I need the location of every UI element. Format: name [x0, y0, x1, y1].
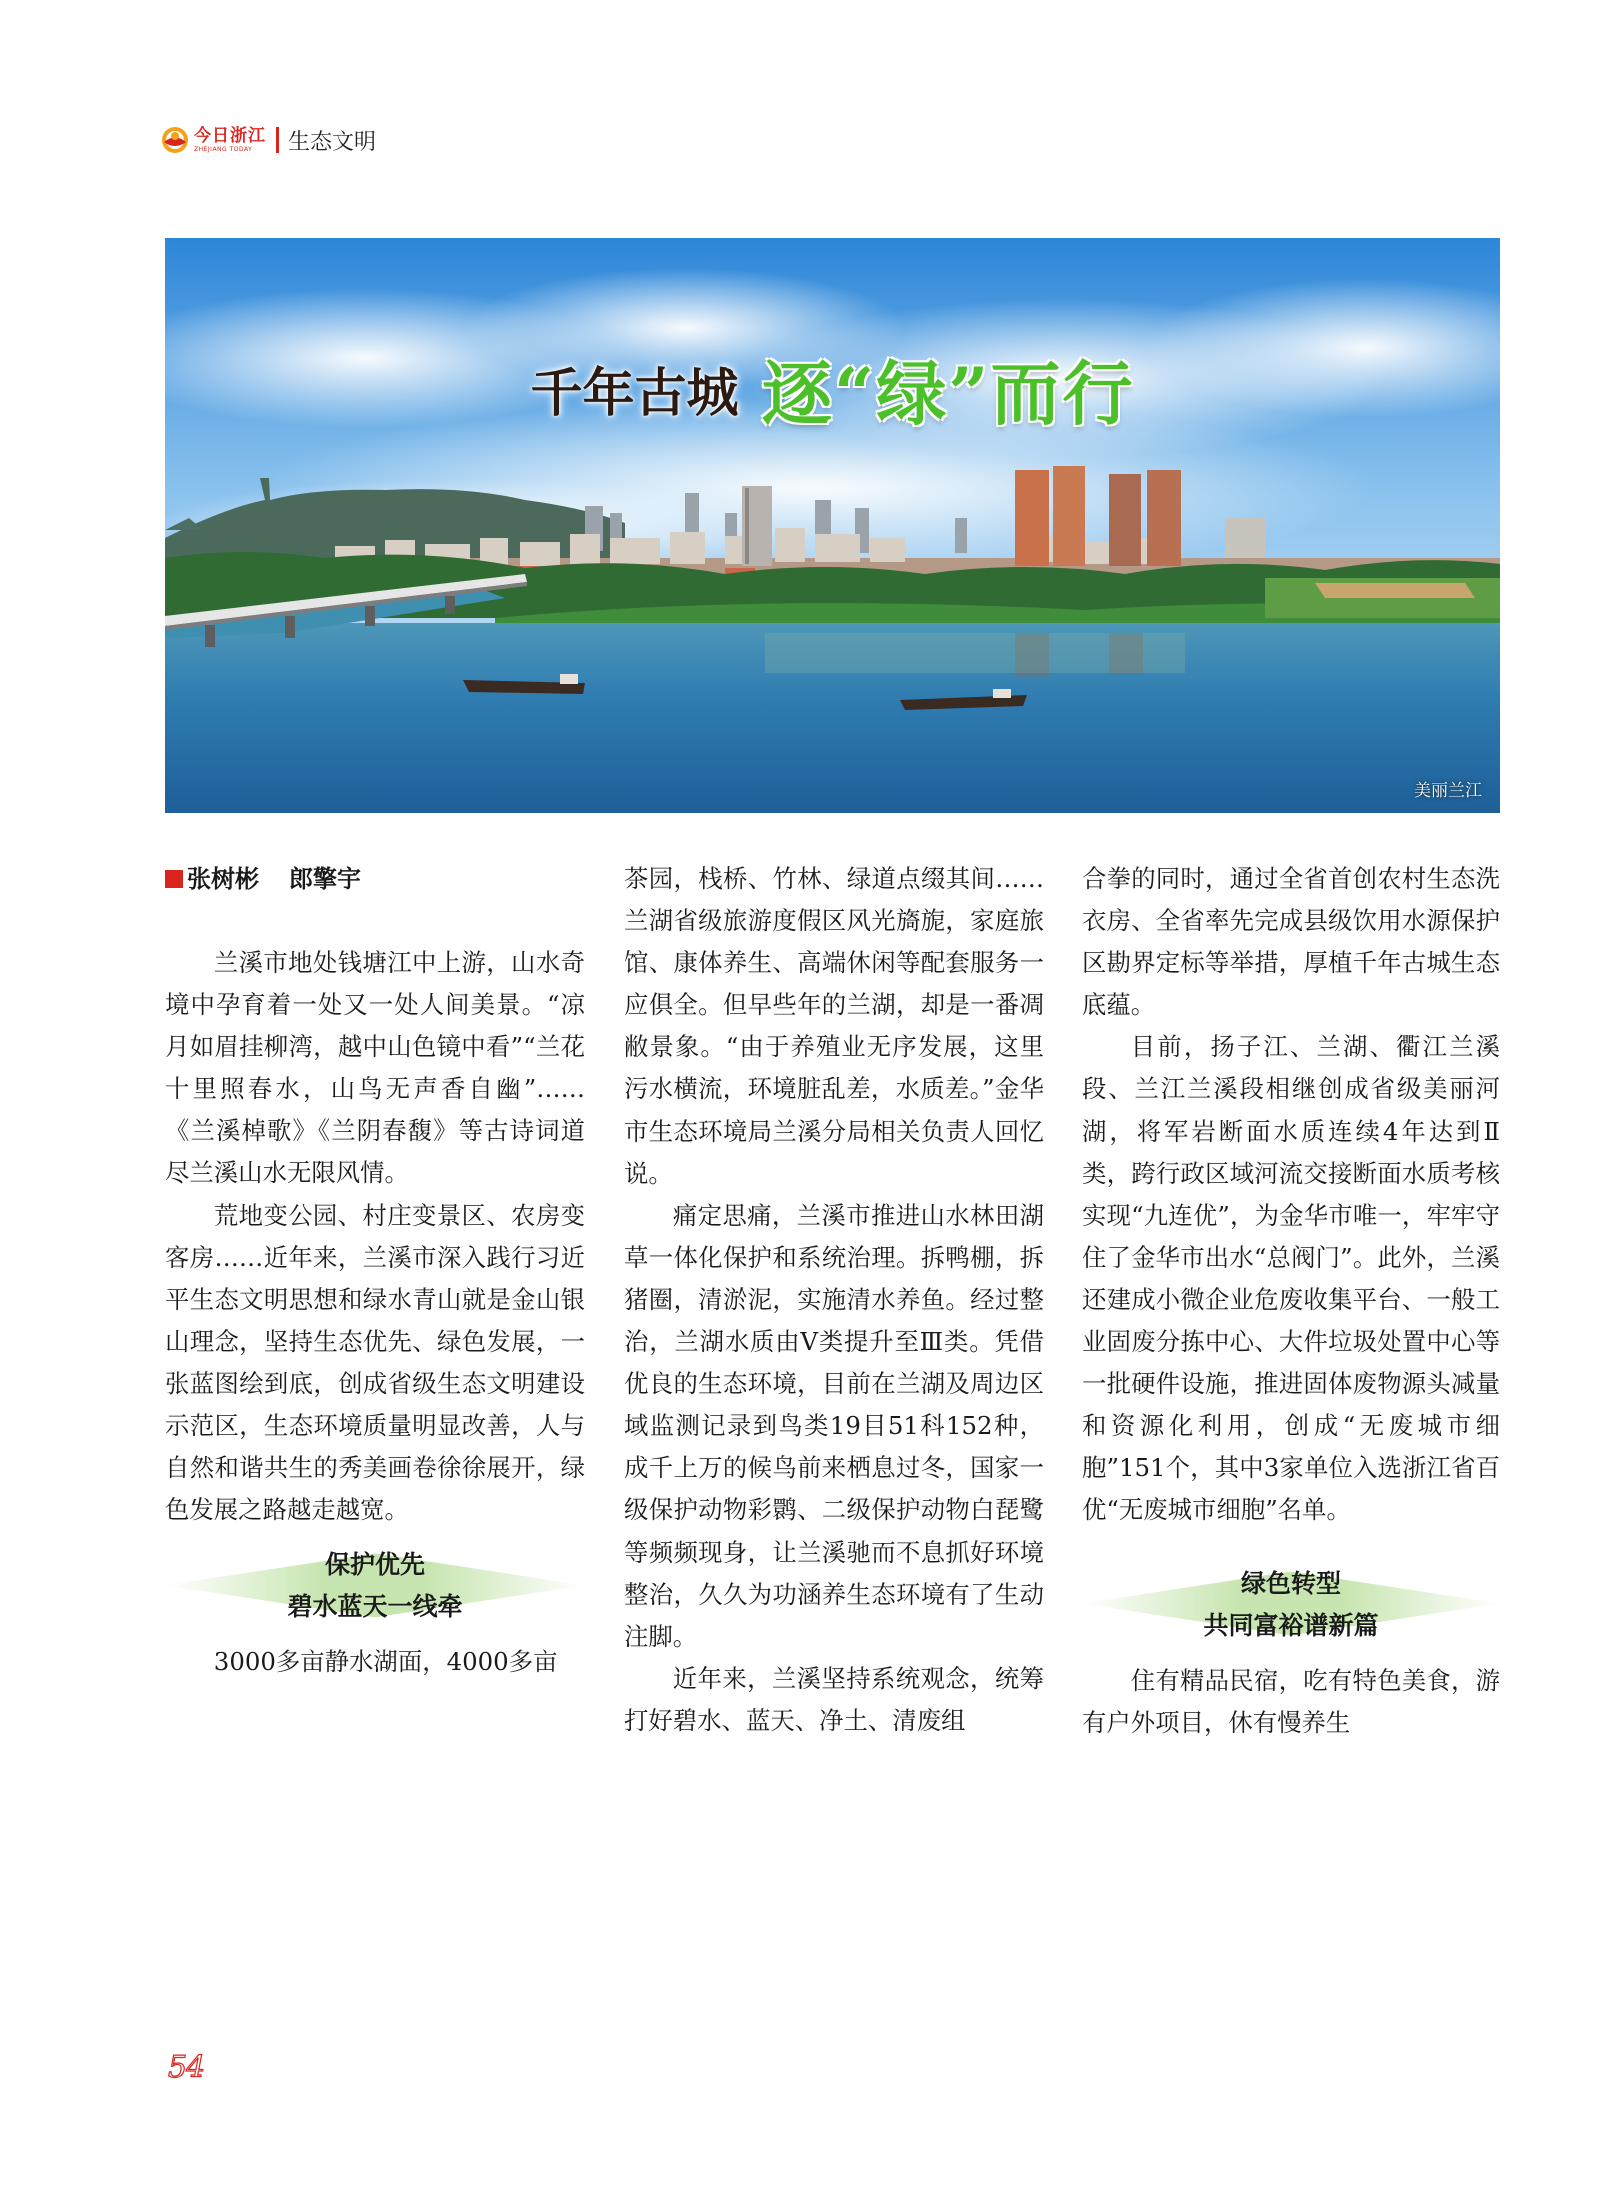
paragraph: 住有精品民宿，吃有特色美食，游有户外项目，休有慢养生	[1082, 1665, 1500, 1737]
masthead-divider	[276, 127, 279, 153]
section-name: 生态文明	[288, 129, 377, 155]
article-column-3	[1082, 858, 1500, 1744]
paragraph: 茶园，栈桥、竹林、绿道点缀其间……兰湖省级旅游度假区风光旖旎，家庭旅馆、康体养生、高端休闲等配套服务一应俱全。但早些年的兰湖，却是一番凋敝景象。“由于养殖业无序发展，这里污水横流，环境脏乱差，水质差。”金华市生态环境局兰溪分局相关负责人回忆说。	[624, 864, 1044, 1188]
subhead-line-1: 绿色转型	[1240, 1568, 1341, 1598]
article-column-1	[165, 858, 585, 1683]
sun-logo-icon	[160, 125, 190, 155]
subhead-protection	[165, 1531, 585, 1641]
headline	[165, 338, 1500, 439]
paragraph: 近年来，兰溪坚持系统观念，统筹打好碧水、蓝天、净土、清废组	[624, 1663, 1044, 1735]
article-column-2	[624, 858, 1044, 1742]
masthead-logo-text	[194, 125, 266, 153]
page-number: 54	[168, 2050, 205, 2085]
headline-part1: 千年古城	[530, 363, 739, 424]
paragraph: 兰溪市地处钱塘江中上游，山水奇境中孕育着一处又一处人间美景。“凉月如眉挂柳湾，越中山色镜中看”“兰花十里照春水，山鸟无声香自幽”……《兰溪棹歌》《兰阴春馥》等古诗词道尽兰溪山水无限风情。	[165, 948, 585, 1188]
byline	[165, 858, 585, 900]
subhead-line-1: 保护优先	[324, 1550, 425, 1580]
byline-marker	[165, 870, 183, 888]
paragraph: 3000多亩静水湖面，4000多亩	[213, 1647, 558, 1677]
subhead-green-transition	[1082, 1550, 1500, 1660]
paragraph: 荒地变公园、村庄变景区、农房变客房……近年来，兰溪市深入践行习近平生态文明思想和绿水青山就是金山银山理念，坚持生态优先、绿色发展，一张蓝图绘到底，创成省级生态文明建设示范区，生态环境质量明显改善，人与自然和谐共生的秀美画卷徐徐展开，绿色发展之路越走越宽。	[165, 1200, 585, 1525]
subhead-line-2: 碧水蓝天一线牵	[287, 1592, 463, 1622]
river-city-illustration	[165, 238, 1500, 813]
hero-photo	[165, 238, 1500, 813]
masthead	[160, 120, 376, 160]
paragraph: 合拳的同时，通过全省首创农村生态洗衣房、全省率先完成县级饮用水源保护区勘界定标等举措，厚植千年古城生态底蕴。	[1082, 864, 1500, 1020]
logo-english: ZHEJIANG TODAY	[194, 145, 253, 153]
logo-chinese: 今日浙江	[194, 125, 266, 146]
headline-part2: 逐“绿”而行	[762, 352, 1135, 435]
photo-caption: 美丽兰江	[1414, 781, 1482, 801]
author-1: 张树彬	[187, 864, 259, 893]
paragraph: 目前，扬子江、兰湖、衢江兰溪段、兰江兰溪段相继创成省级美丽河湖，将军岩断面水质连续4年达到Ⅱ类，跨行政区域河流交接断面水质考核实现“九连优”，为金华市唯一，牢牢守住了金华市出水“总阀门”。此外，兰溪还建成小微企业危废收集平台、一般工业固废分拣中心、大件垃圾处置中心等一批硬件设施，推进固体废物源头减量和资源化利用，创成“无废城市细胞”151个，其中3家单位入选浙江省百优“无废城市细胞”名单。	[1082, 1032, 1500, 1525]
author-2: 郎擎宇	[289, 864, 361, 893]
subhead-line-2: 共同富裕谱新篇	[1203, 1610, 1379, 1640]
paragraph: 痛定思痛，兰溪市推进山水林田湖草一体化保护和系统治理。拆鸭棚，拆猪圈，清淤泥，实施清水养鱼。经过整治，兰湖水质由Ⅴ类提升至Ⅲ类。凭借优良的生态环境，目前在兰湖及周边区域监测记录到鸟类19目51科152种，成千上万的候鸟前来栖息过冬，国家一级保护动物彩鹮、二级保护动物白琵鹭等频频现身，让兰溪驰而不息抓好环境整治，久久为功涵养生态环境有了生动注脚。	[624, 1200, 1044, 1651]
